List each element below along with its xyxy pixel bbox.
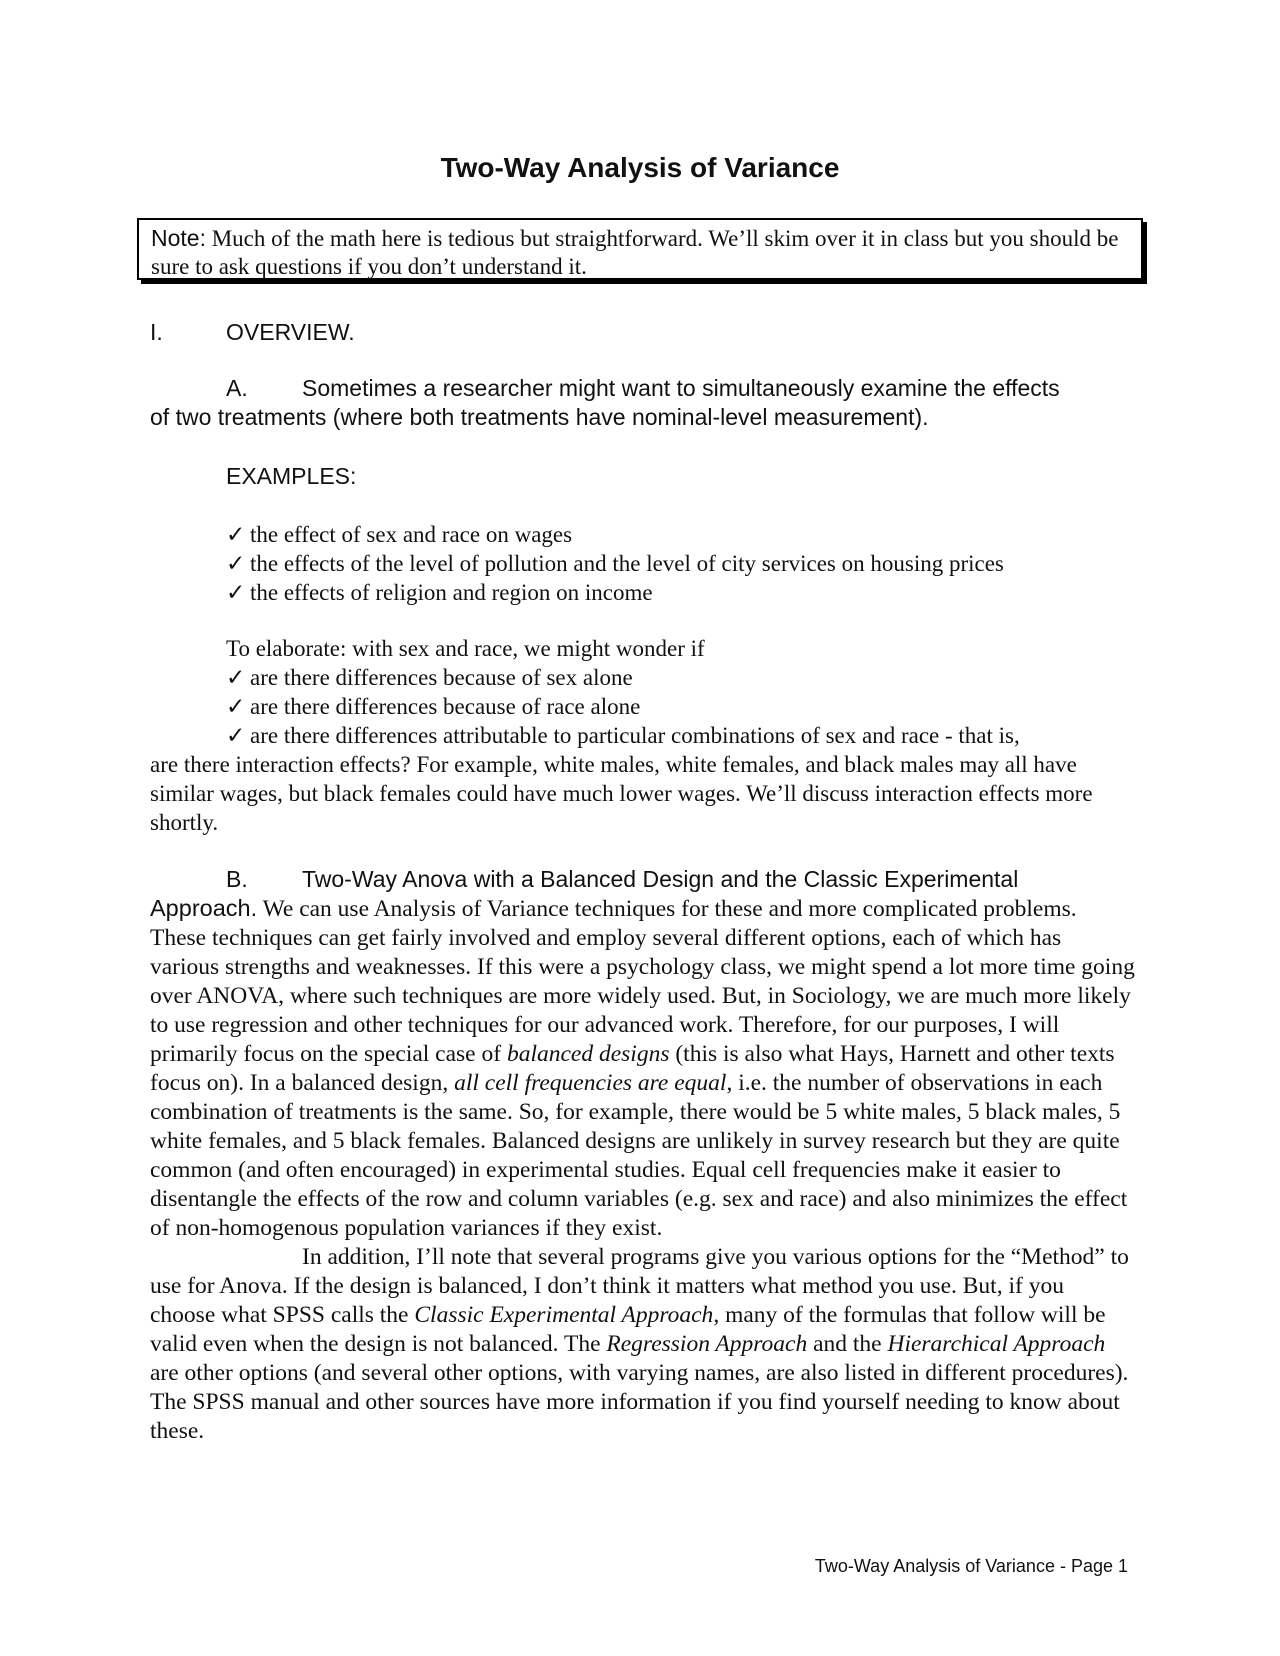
page-footer: Two-Way Analysis of Variance - Page 1	[814, 1556, 1128, 1576]
part-b-paragraph: B. Two-Way Anova with a Balanced Design and the Classic Experimental Approach. We can use Analysis of Variance techniques for these and more complicated problems. These techniques can get fairly involved and employ several different options, each of which has various strengths and weaknesses. If this were a psychology class, we might spend a lot more time going over ANOVA, where such techniques are more widely used. But, in Sociology, we are much more likely to use regression and other techniques for our advanced work. Therefore, for our purposes, I will primarily focus on the special case of balanced designs (this is also what Hays, Harnett and other texts focus on). In a balanced design, all cell frequencies are equal, i.e. the number of observations in each combination of treatments is the same. So, for example, there would be 5 white males, 5 black males, 5 white females, and 5 black females. Balanced designs are unlikely in survey research but they are quite common (and often encouraged) in experimental studies. Equal cell frequencies make it easier to disentangle the effects of the row and column variables (e.g. sex and race) and also minimizes the effect of non-homogenous population variances if they exist. In addition, I’ll note that several programs give you various options for the “Method” to use for Anova. If the design is balanced, I don’t think it matters what method you use. But, if you choose what SPSS calls the Classic Experimental Approach, many of the formulas that follow will be valid even when the design is not balanced. The Regression Approach and the Hierarchical Approach are other options (and several other options, with varying names, are also listed in different procedures). The SPSS manual and other sources have more information if you find yourself needing to know about these.	[150, 866, 1135, 1444]
note-label: Note:	[151, 225, 206, 251]
page-title: Two-Way Analysis of Variance	[440, 152, 840, 183]
list-item: ✓ are there differences because of sex alone	[226, 665, 633, 690]
list-item: ✓ are there differences attributable to particular combinations of sex and race - that is,	[226, 723, 1020, 748]
part-a-line1: Sometimes a researcher might want to simultaneously examine the effects	[302, 375, 1060, 401]
check-icon: ✓	[226, 580, 246, 605]
check-icon: ✓	[226, 694, 246, 719]
note-box	[137, 218, 1143, 280]
part-b-heading-line2: Approach.	[150, 895, 258, 921]
part-b-heading-line1: Two-Way Anova with a Balanced Design and the Classic Experimental	[302, 866, 1019, 892]
list-item: ✓ the effects of the level of pollution and the level of city services on housing prices	[226, 551, 1004, 576]
list-item: ✓ the effect of sex and race on wages	[226, 522, 573, 547]
elaborate-paragraph	[150, 634, 1140, 837]
list-item: ✓ the effects of religion and region on income	[226, 580, 653, 605]
check-icon: ✓	[226, 551, 246, 576]
list-item: ✓ are there differences because of race alone	[226, 694, 641, 719]
section-heading	[150, 318, 355, 347]
examples-list	[226, 520, 1004, 607]
check-icon: ✓	[226, 665, 246, 690]
part-a-paragraph	[150, 374, 1140, 432]
section-number: I.	[150, 319, 163, 345]
examples-heading: EXAMPLES:	[226, 463, 357, 489]
elaborate-continuation: are there interaction effects? For example, white males, white females, and black males may all have similar wages, but black females could have much lower wages. We’ll discuss interaction effects more shortly.	[150, 752, 1093, 835]
part-b-paragraph-2: In addition, I’ll note that several programs give you various options for the “Method” to use for Anova. If the design is balanced, I don’t think it matters what method you use. But, if you choose what SPSS calls the Classic Experimental Approach, many of the formulas that follow will be valid even when the design is not balanced. The Regression Approach and the Hierarchical Approach are other options (and several other options, with varying names, are also listed in different procedures). The SPSS manual and other sources have more information if you find yourself needing to know about these.	[150, 1244, 1129, 1444]
part-b-letter: B.	[226, 866, 248, 892]
part-a-letter: A.	[226, 375, 248, 401]
part-a-line2: of two treatments (where both treatments have nominal-level measurement).	[150, 404, 929, 430]
elaborate-intro: To elaborate: with sex and race, we might wonder if	[226, 636, 705, 661]
note-text: Much of the math here is tedious but straightforward. We’ll skim over it in class but you should be sure to ask questions if you don’t understand it.	[151, 226, 1119, 279]
check-icon: ✓	[226, 723, 246, 748]
check-icon: ✓	[226, 522, 246, 547]
section-title: OVERVIEW.	[226, 319, 355, 345]
